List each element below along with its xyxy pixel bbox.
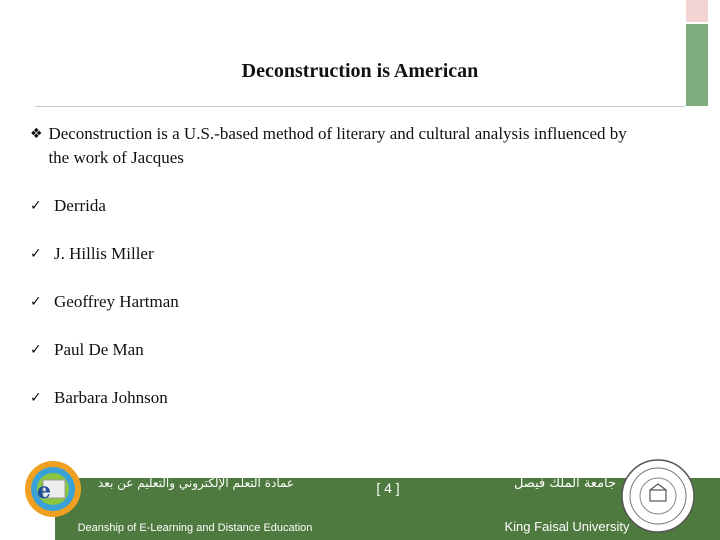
deanship-english-name: Deanship of E-Learning and Distance Education <box>77 522 313 534</box>
main-bullet-text: Deconstruction is a U.S.-based method of literary and cultural analysis influenced by the work of Jacques <box>48 124 627 167</box>
university-seal-icon <box>620 458 696 534</box>
university-arabic-name: جامعة الملك فيصل <box>513 476 617 491</box>
main-bullet <box>30 122 650 170</box>
checkmark-icon: ✓ <box>30 198 42 214</box>
sub-bullet-item <box>30 242 154 266</box>
sub-bullet-text: J. Hillis Miller <box>54 244 154 263</box>
sub-bullet-item <box>30 338 144 362</box>
svg-text:e: e <box>37 478 51 504</box>
checkmark-icon: ✓ <box>30 390 42 406</box>
sub-bullet-item <box>30 290 179 314</box>
corner-decoration-pink <box>686 0 708 22</box>
slide-title-area <box>0 60 720 83</box>
checkmark-icon: ✓ <box>30 246 42 262</box>
university-english-name: King Faisal University <box>504 519 630 534</box>
sub-bullet-text: Barbara Johnson <box>54 388 168 407</box>
slide-title: Deconstruction is American <box>241 60 479 82</box>
deanship-arabic-name: عمادة التعلم الإلكتروني والتعليم عن بعد <box>97 476 295 490</box>
page-number: [ 4 ] <box>376 480 400 496</box>
title-divider <box>35 106 685 107</box>
elearning-logo-icon <box>23 458 83 520</box>
sub-bullet-text: Paul De Man <box>54 340 144 359</box>
sub-bullet-text: Geoffrey Hartman <box>54 292 179 311</box>
sub-bullet-item <box>30 194 106 218</box>
sub-bullet-item <box>30 386 168 410</box>
checkmark-icon: ✓ <box>30 294 42 310</box>
checkmark-icon: ✓ <box>30 342 42 358</box>
diamond-bullet-icon: ❖ <box>30 126 43 142</box>
sub-bullet-text: Derrida <box>54 196 106 215</box>
